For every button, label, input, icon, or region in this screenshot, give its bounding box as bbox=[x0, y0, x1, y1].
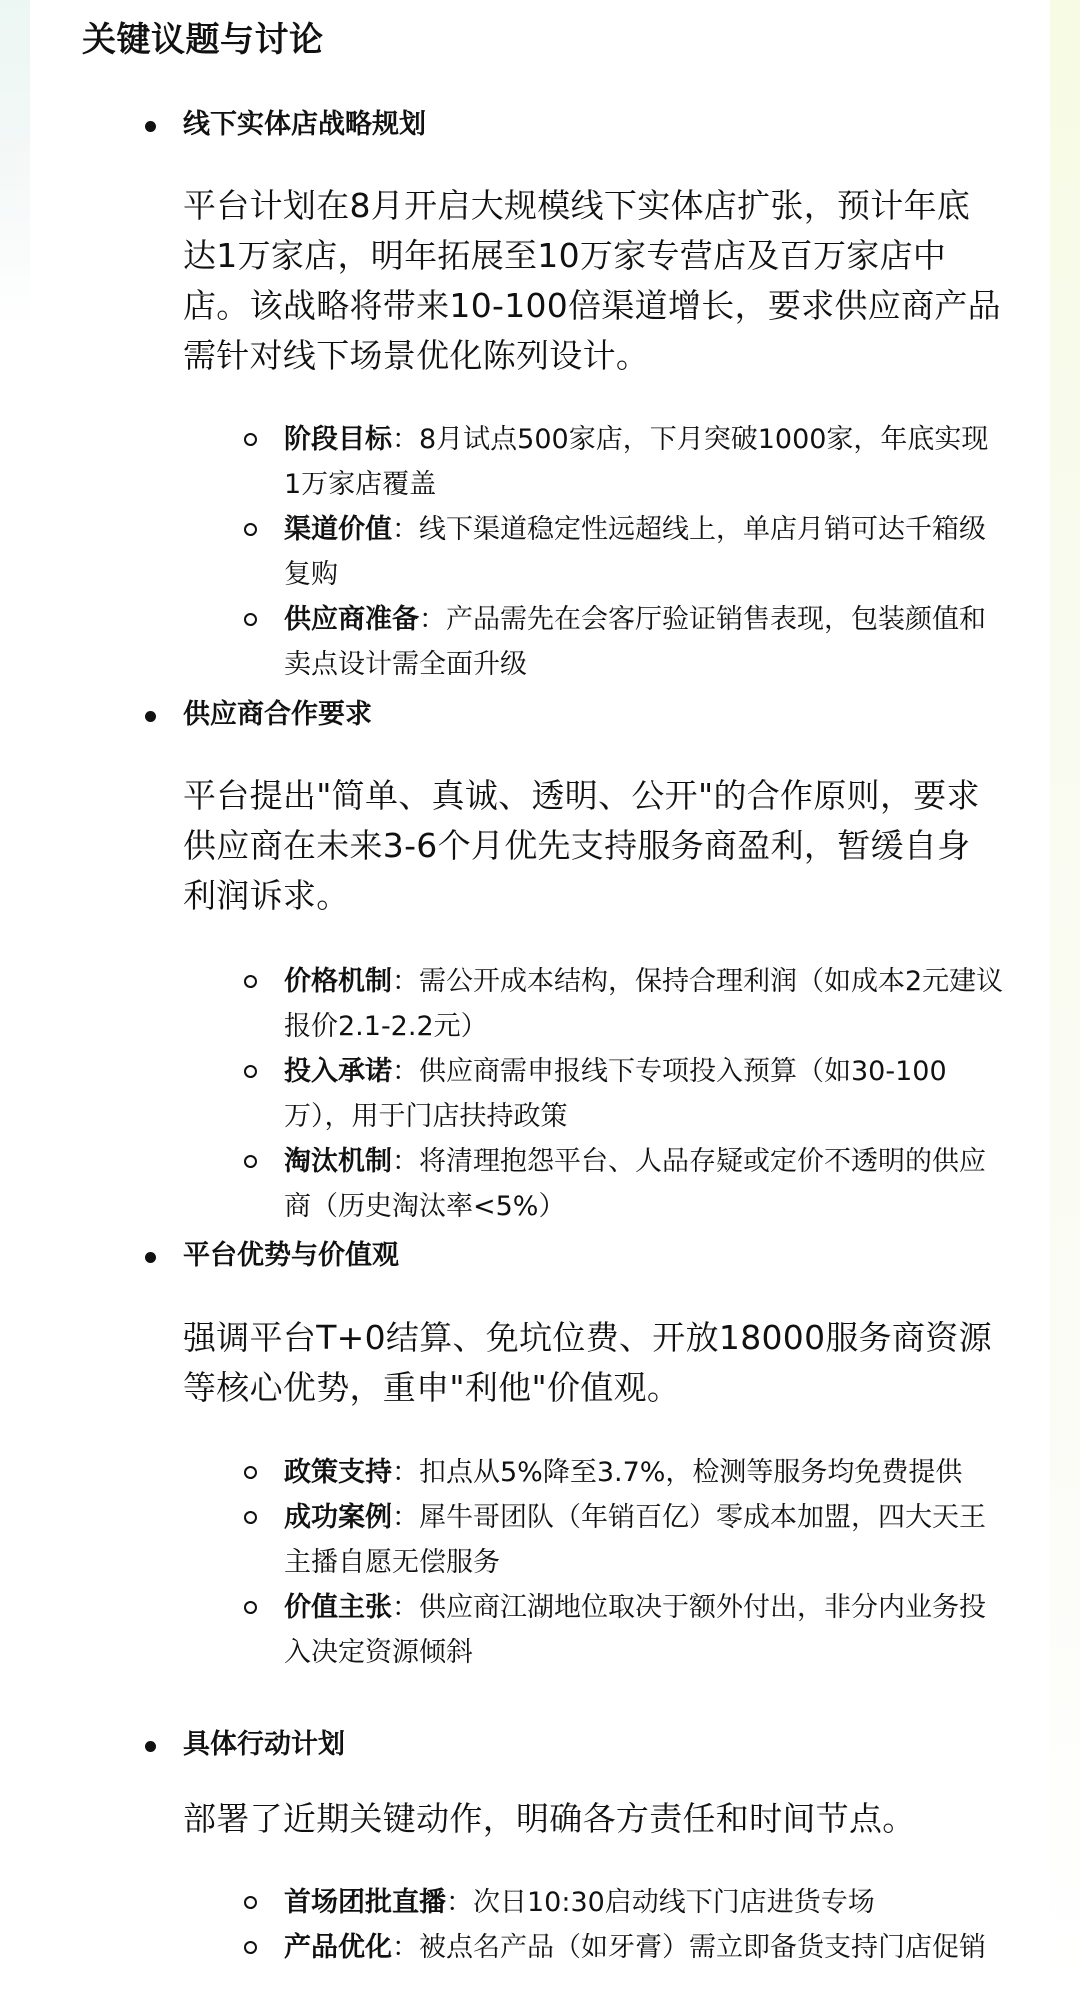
bullet-circle-icon bbox=[244, 975, 257, 988]
sub-point-list bbox=[244, 1450, 1004, 1675]
sub-point-key: 供应商准备 bbox=[284, 604, 419, 635]
bullet-circle-icon bbox=[244, 1155, 257, 1168]
section-description: 平台提出"简单、真诚、透明、公开"的合作原则，要求供应商在未来3-6个月优先支持服务商盈利，暂缓自身利润诉求。 bbox=[183, 776, 980, 915]
sub-point-text: ：犀牛哥团队（年销百亿）零成本加盟，四大天王主播自愿无偿服务 bbox=[284, 1502, 986, 1578]
sub-point-key: 投入承诺 bbox=[284, 1056, 392, 1087]
sub-point-item bbox=[244, 1925, 1004, 1970]
section-description: 部署了近期关键动作，明确各方责任和时间节点。 bbox=[183, 1799, 916, 1838]
sub-point-key: 价格机制 bbox=[284, 966, 392, 997]
bullet-circle-icon bbox=[244, 433, 257, 446]
bullet-circle-icon bbox=[244, 1511, 257, 1524]
sub-point-item bbox=[244, 1450, 1004, 1495]
sub-point-item bbox=[244, 1049, 1004, 1139]
sub-point-text: ：产品需先在会客厅验证销售表现，包装颜值和卖点设计需全面升级 bbox=[284, 604, 986, 680]
bullet-circle-icon bbox=[244, 1941, 257, 1954]
sub-point-key: 渠道价值 bbox=[284, 514, 392, 545]
bullet-circle-icon bbox=[244, 1601, 257, 1614]
sub-point-key: 产品优化 bbox=[284, 1932, 392, 1963]
sub-point-text: ：线下渠道稳定性远超线上，单店月销可达千箱级复购 bbox=[284, 514, 986, 590]
sub-point-item bbox=[244, 959, 1004, 1049]
sub-point-key: 成功案例 bbox=[284, 1502, 392, 1533]
decorative-edge-right bbox=[1050, 0, 1080, 1994]
sub-point-text: ：8月试点500家店，下月突破1000家，年底实现1万家店覆盖 bbox=[284, 424, 989, 500]
bullet-circle-icon bbox=[244, 1065, 257, 1078]
sub-point-key: 价值主张 bbox=[284, 1592, 392, 1623]
section-description: 平台计划在8月开启大规模线下实体店扩张，预计年底达1万家店，明年拓展至10万家专营店及百万家店中店。该战略将带来10-100倍渠道增长，要求供应商产品需针对线下场景优化陈列设计。 bbox=[183, 186, 1001, 375]
section-title: 供应商合作要求 bbox=[183, 699, 372, 730]
sub-point-item bbox=[244, 1495, 1004, 1585]
sub-point-text: ：被点名产品（如牙膏）需立即备货支持门店促销 bbox=[392, 1932, 986, 1963]
section-description: 强调平台T+0结算、免坑位费、开放18000服务商资源等核心优势，重申"利他"价值观。 bbox=[183, 1318, 992, 1407]
bullet-dot-icon bbox=[145, 1741, 156, 1752]
sub-point-key: 政策支持 bbox=[284, 1457, 392, 1488]
bullet-dot-icon bbox=[145, 1252, 156, 1263]
bullet-circle-icon bbox=[244, 1466, 257, 1479]
sub-point-item bbox=[244, 417, 1004, 507]
sub-point-item bbox=[244, 1880, 1004, 1925]
sub-point-text: ：次日10:30启动线下门店进货专场 bbox=[446, 1887, 875, 1918]
sub-point-key: 首场团批直播 bbox=[284, 1887, 446, 1918]
bullet-circle-icon bbox=[244, 613, 257, 626]
sub-point-text: ：供应商江湖地位取决于额外付出，非分内业务投入决定资源倾斜 bbox=[284, 1592, 986, 1668]
bullet-dot-icon bbox=[145, 711, 156, 722]
sub-point-text: ：将清理抱怨平台、人品存疑或定价不透明的供应商（历史淘汰率<5%） bbox=[284, 1146, 986, 1222]
sub-point-text: ：供应商需申报线下专项投入预算（如30-100万），用于门店扶持政策 bbox=[284, 1056, 947, 1132]
page-heading: 关键议题与讨论 bbox=[82, 20, 324, 60]
sub-point-item bbox=[244, 1585, 1004, 1675]
sub-point-list bbox=[244, 417, 1004, 687]
decorative-edge-left bbox=[0, 0, 30, 330]
sub-point-item bbox=[244, 597, 1004, 687]
sub-point-key: 阶段目标 bbox=[284, 424, 392, 455]
bullet-circle-icon bbox=[244, 1896, 257, 1909]
sub-point-item bbox=[244, 1139, 1004, 1229]
section-title: 线下实体店战略规划 bbox=[183, 109, 426, 140]
sub-point-key: 淘汰机制 bbox=[284, 1146, 392, 1177]
sub-point-text: ：需公开成本结构，保持合理利润（如成本2元建议报价2.1-2.2元） bbox=[284, 966, 1004, 1042]
section-title: 平台优势与价值观 bbox=[183, 1240, 399, 1271]
section-title: 具体行动计划 bbox=[183, 1729, 345, 1760]
sub-point-list bbox=[244, 959, 1004, 1229]
bullet-dot-icon bbox=[145, 121, 156, 132]
bullet-circle-icon bbox=[244, 523, 257, 536]
sub-point-text: ：扣点从5%降至3.7%，检测等服务均免费提供 bbox=[392, 1457, 963, 1488]
sub-point-list bbox=[244, 1880, 1004, 1970]
sub-point-item bbox=[244, 507, 1004, 597]
